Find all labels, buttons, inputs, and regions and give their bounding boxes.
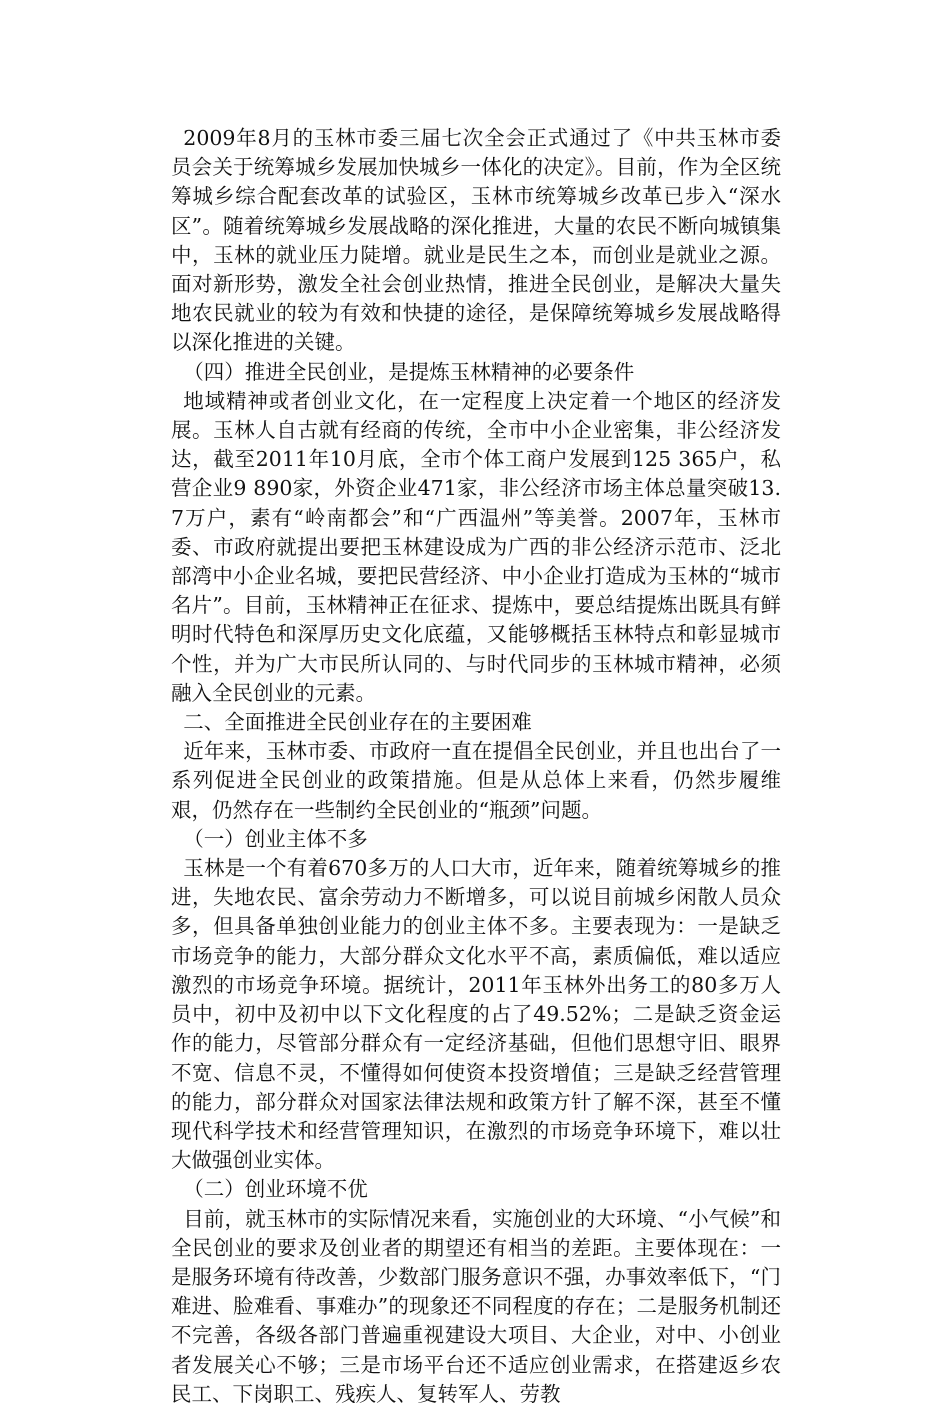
paragraph-intro: 2009年8月的玉林市委三届七次全会正式通过了《中共玉林市委员会关于统筹城乡发展加快城乡一体化的决定》。目前，作为全区统筹城乡综合配套改革的试验区，玉林市统筹城乡改革已步入“深水区”。随着统筹城乡发展战略的深化推进，大量的农民不断向城镇集中，玉林的就业压力陡增。就业是民生之本，而创业是就业之源。面对新形势，激发全社会创业热情，推进全民创业，是解决大量失地农民就业的较为有效和快捷的途径，是保障统筹城乡发展战略得以深化推进的关键。	[171, 126, 781, 355]
section-heading-1: （一）创业主体不多	[183, 826, 368, 851]
document-body	[171, 124, 781, 1409]
section-heading-difficulties: 二、全面推进全民创业存在的主要困难	[183, 710, 532, 735]
section-heading-2: （二）创业环境不优	[183, 1177, 368, 1202]
section-heading-4: （四）推进全民创业，是提炼玉林精神的必要条件	[183, 359, 635, 384]
paragraph-entrepreneurs: 玉林是一个有着670多万的人口大市，近年来，随着统筹城乡的推进，失地农民、富余劳动力不断增多，可以说目前城乡闲散人员众多，但具备单独创业能力的创业主体不多。主要表现为：一是缺乏市场竞争的能力，大部分群众文化水平不高，素质偏低，难以适应激烈的市场竞争环境。据统计，2011年玉林外出务工的80多万人员中，初中及初中以下文化程度的占了49.52%；二是缺乏资金运作的能力，尽管部分群众有一定经济基础，但他们思想守旧、眼界不宽、信息不灵，不懂得如何使资本投资增值；三是缺乏经营管理的能力，部分群众对国家法律法规和政策方针了解不深，甚至不懂现代科学技术和经营管理知识，在激烈的市场竞争环境下，难以壮大做强创业实体。	[171, 856, 781, 1173]
paragraph-recent-years: 近年来，玉林市委、市政府一直在提倡全民创业，并且也出台了一系列促进全民创业的政策措施。但是从总体上来看，仍然步履维艰，仍然存在一些制约全民创业的“瓶颈”问题。	[171, 739, 781, 822]
paragraph-regional-spirit: 地域精神或者创业文化，在一定程度上决定着一个地区的经济发展。玉林人自古就有经商的传统，全市中小企业密集，非公经济发达，截至2011年10月底，全市个体工商户发展到125 365户，私营企业9 890家，外资企业471家，非公经济市场主体总量突破13.7万户，素有“岭南都会”和“广西温州”等美誉。2007年，玉林市委、市政府就提出要把玉林建设成为广西的非公经济示范市、泛北部湾中小企业名城，要把民营经济、中小企业打造成为玉林的“城市名片”。目前，玉林精神正在征求、提炼中，要总结提炼出既具有鲜明时代特色和深厚历史文化底蕴，又能够概括玉林特点和彰显城市个性，并为广大市民所认同的、与时代同步的玉林城市精神，必须融入全民创业的元素。	[171, 388, 781, 705]
paragraph-environment: 目前，就玉林市的实际情况来看，实施创业的大环境、“小气候”和全民创业的要求及创业者的期望还有相当的差距。主要体现在：一是服务环境有待改善，少数部门服务意识不强，办事效率低下，“门难进、脸难看、事难办”的现象还不同程度的存在；二是服务机制还不完善，各级各部门普遍重视建设大项目、大企业，对中、小创业者发展关心不够；三是市场平台还不适应创业需求，在搭建返乡农民工、下岗职工、残疾人、复转军人、劳教	[171, 1206, 781, 1406]
